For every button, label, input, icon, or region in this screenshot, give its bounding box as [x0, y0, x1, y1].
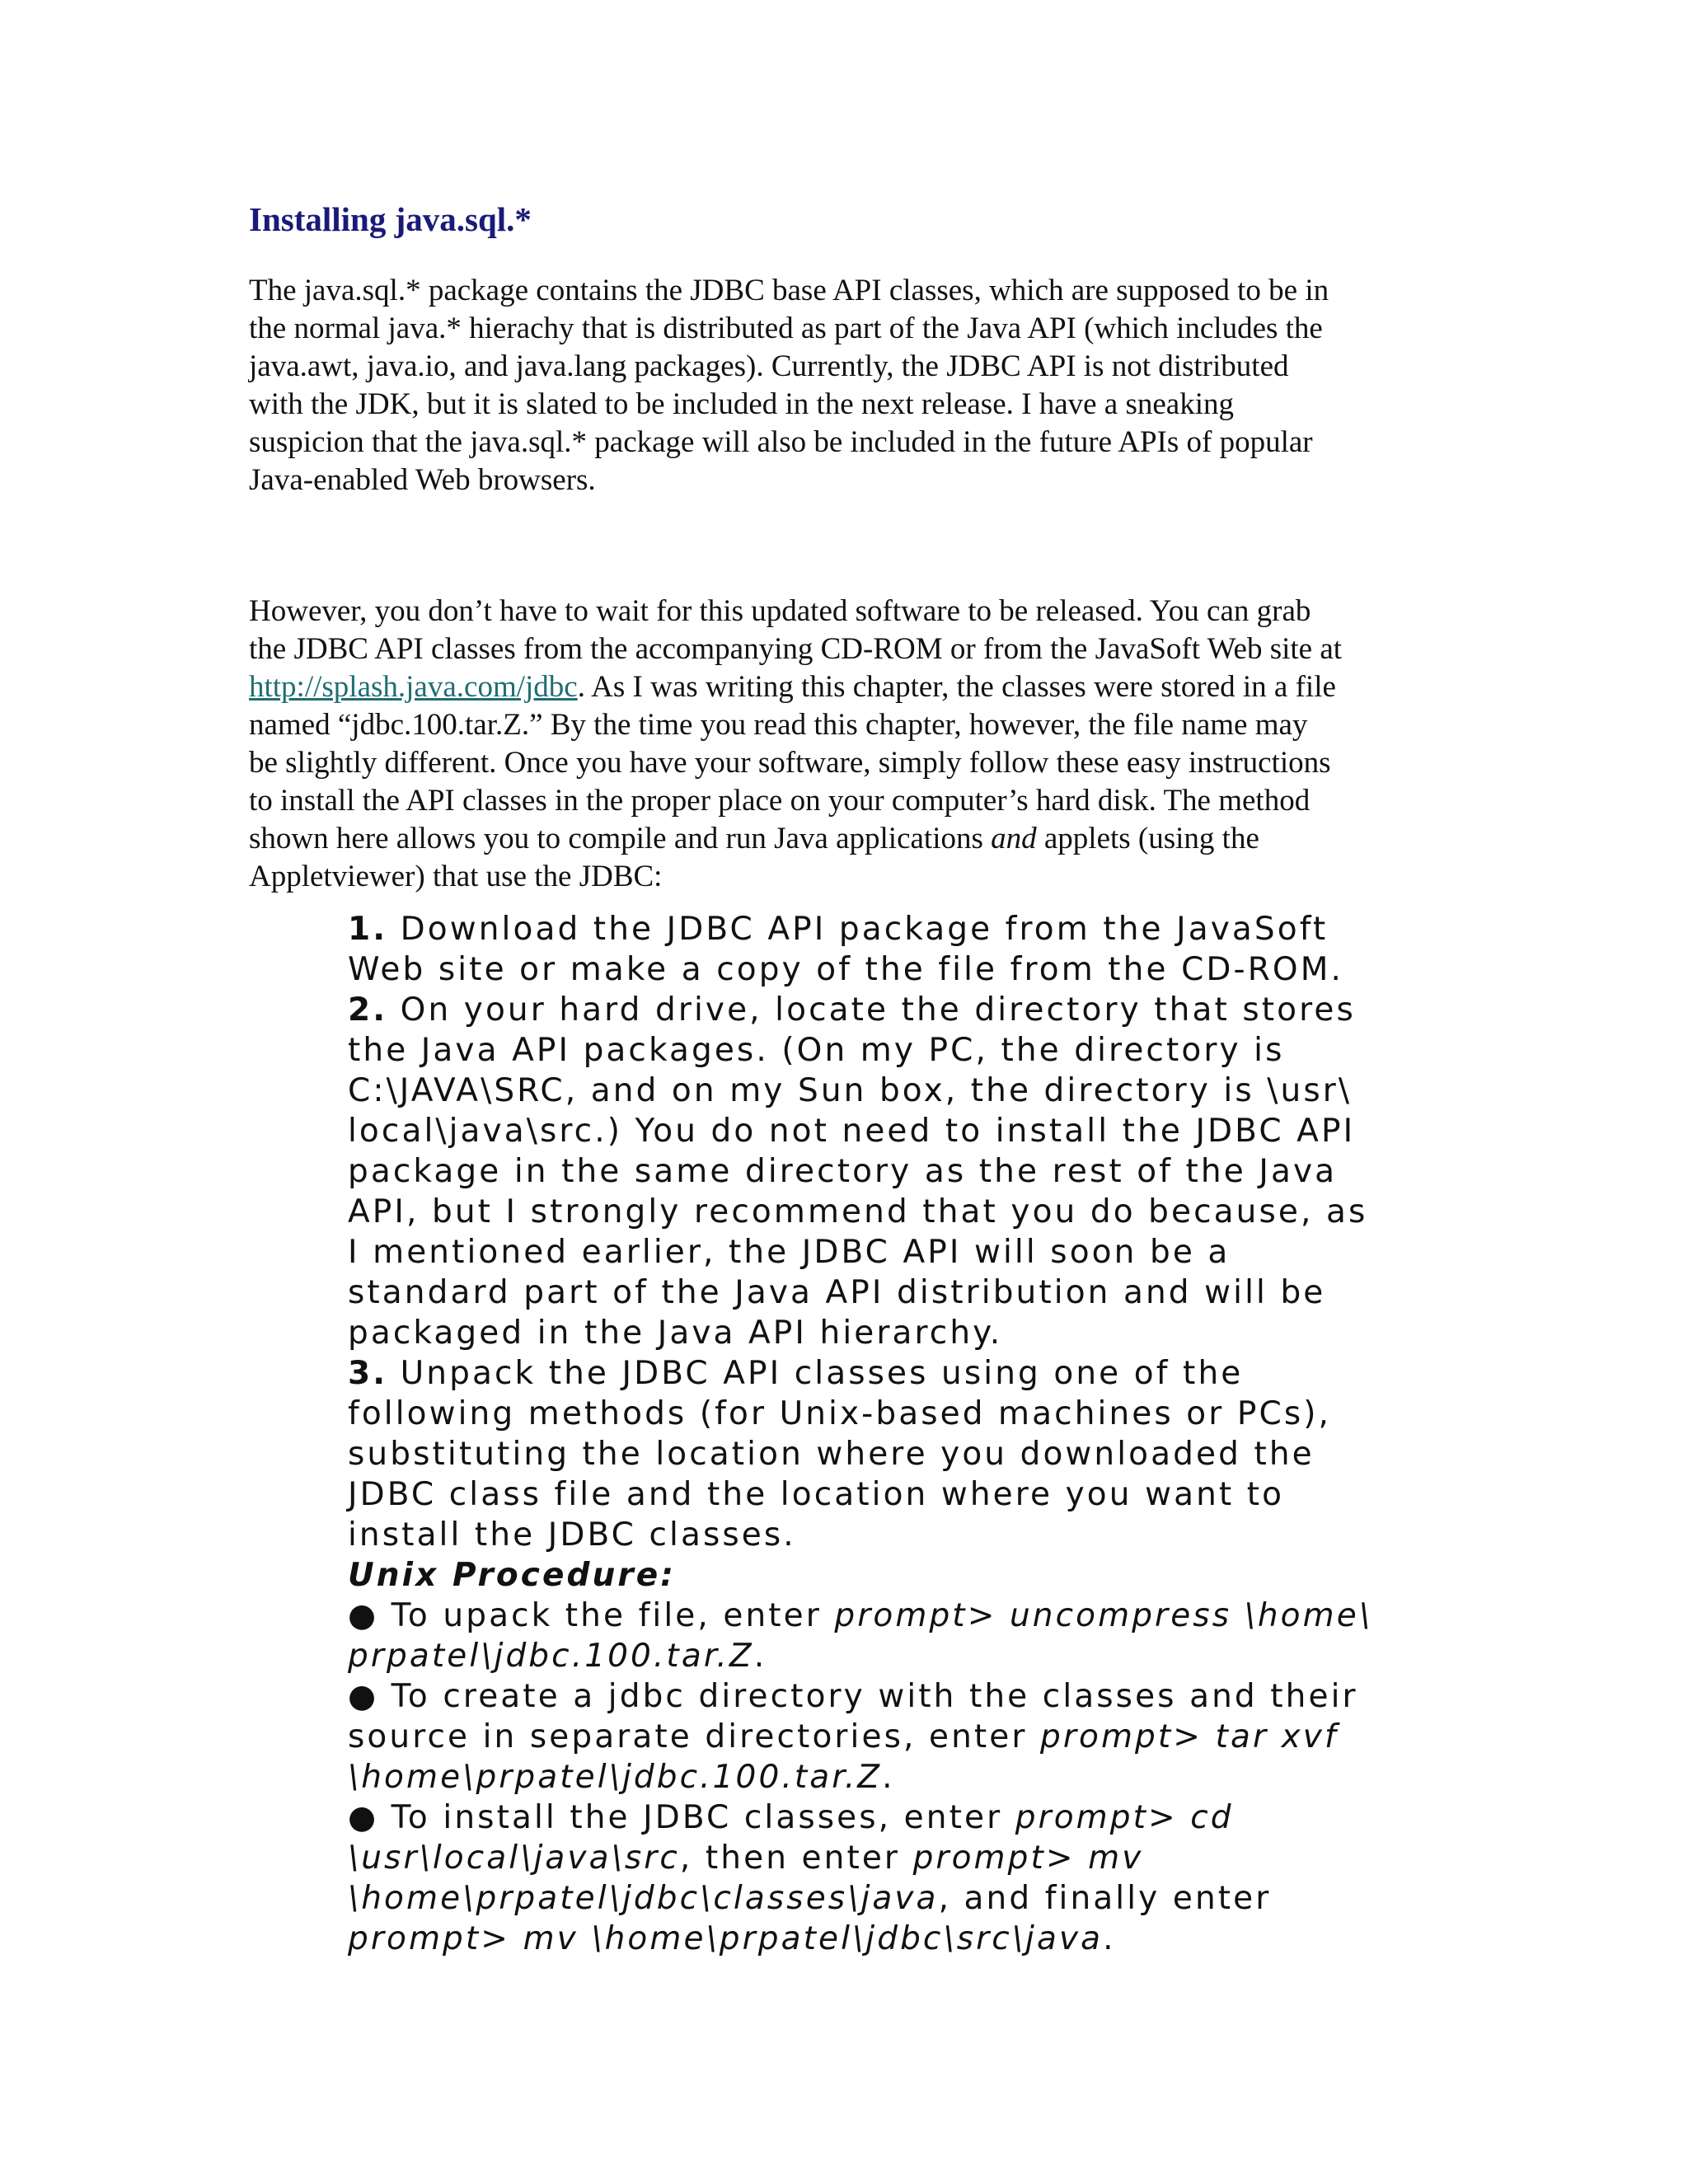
text-fragment: . As I was writing this chapter, the classes were stored in a file: [577, 670, 1336, 704]
step-1-line: Web site or make a copy of the file from the CD-ROM.: [348, 951, 1343, 988]
step-text: On your hard drive, locate the directory that stores: [387, 991, 1356, 1029]
bullet-text: To upack the file, enter: [378, 1597, 835, 1634]
text-line: Java-enabled Web browsers.: [249, 463, 596, 497]
step-2-line: I mentioned earlier, the JDBC API will soon be a: [348, 1234, 1231, 1271]
download-paragraph: [249, 593, 1452, 896]
step-number: 3.: [348, 1355, 388, 1392]
text-line: named “jdbc.100.tar.Z.” By the time you read this chapter, however, the file name may: [249, 708, 1308, 742]
step-2-line: C:\JAVA\SRC, and on my Sun box, the directory is \usr\: [348, 1072, 1353, 1109]
step-2-line: package in the same directory as the rest of the Java: [348, 1153, 1338, 1190]
text-line: However, you don’t have to wait for this updated software to be released. You can grab: [249, 594, 1311, 628]
step-2-line: standard part of the Java API distribution and will be: [348, 1274, 1326, 1311]
punctuation: .: [882, 1759, 895, 1796]
section-heading: Installing java.sql.*: [249, 200, 532, 238]
text-line: java.awt, java.io, and java.lang packages). Currently, the JDBC API is not distributed: [249, 349, 1289, 383]
step-number: 1.: [348, 911, 388, 948]
text-line: [249, 668, 1452, 706]
step-3-line: substituting the location where you downloaded the: [348, 1436, 1315, 1473]
bullet-line: [348, 1676, 1469, 1717]
text-line: Appletviewer) that use the JDBC:: [249, 860, 663, 893]
bullet-text: To install the JDBC classes, enter: [378, 1799, 1015, 1836]
command-text: prompt> uncompress \home\: [834, 1597, 1373, 1634]
text-line: [249, 820, 1452, 858]
step-2-line: API, but I strongly recommend that you do because, as: [348, 1193, 1368, 1230]
bullet-text: To create a jdbc directory with the classes and their: [378, 1678, 1358, 1715]
bullet-line: [348, 1878, 1469, 1919]
step-2-line: the Java API packages. (On my PC, the directory is: [348, 1032, 1285, 1069]
step-2-line: packaged in the Java API hierarchy.: [348, 1315, 1003, 1352]
step-number: 2.: [348, 991, 388, 1029]
emphasis-text: and: [991, 822, 1037, 855]
step-3-line: following methods (for Unix-based machines or PCs),: [348, 1395, 1332, 1432]
step-text: Unpack the JDBC API classes using one of the: [387, 1355, 1244, 1392]
text-line: the normal java.* hierachy that is distributed as part of the Java API (which includes the: [249, 312, 1323, 345]
bullet-line: [348, 1797, 1469, 1838]
bullet-line: [348, 1919, 1469, 1959]
step-3-line: [348, 1353, 1469, 1394]
step-3-line: install the JDBC classes.: [348, 1516, 796, 1554]
bullet-line: [348, 1757, 1469, 1797]
bullet-line: [348, 1838, 1469, 1878]
bullet-icon: ●: [348, 1799, 379, 1836]
text-line: to install the API classes in the proper place on your computer’s hard disk. The method: [249, 784, 1311, 818]
bullet-text: source in separate directories, enter: [348, 1718, 1041, 1755]
bullet-line: [348, 1636, 1469, 1676]
command-text: prompt> cd: [1015, 1799, 1234, 1836]
step-2-line: [348, 990, 1469, 1030]
bullet-icon: ●: [348, 1597, 379, 1634]
bullet-line: [348, 1717, 1469, 1757]
command-text: prompt> mv \home\prpatel\jdbc\src\java: [348, 1920, 1104, 1957]
text-fragment: applets (using the: [1036, 822, 1259, 855]
command-text: prompt> tar xvf: [1040, 1718, 1339, 1755]
text-line: the JDBC API classes from the accompanying CD-ROM or from the JavaSoft Web site at: [249, 632, 1343, 666]
command-text: prompt> mv: [912, 1840, 1144, 1877]
install-steps: [348, 909, 1469, 1959]
text-line: suspicion that the java.sql.* package will also be included in the future APIs of popular: [249, 425, 1313, 459]
bullet-icon: ●: [348, 1678, 379, 1715]
bullet-text: , then enter: [679, 1840, 913, 1877]
text-line: The java.sql.* package contains the JDBC base API classes, which are supposed to be in: [249, 274, 1329, 307]
text-line: with the JDK, but it is slated to be included in the next release. I have a sneaking: [249, 387, 1234, 421]
step-3-line: JDBC class file and the location where you want to: [348, 1476, 1285, 1513]
command-text: \home\prpatel\jdbc.100.tar.Z: [348, 1759, 883, 1796]
punctuation: .: [753, 1638, 767, 1675]
text-line: be slightly different. Once you have your software, simply follow these easy instructions: [249, 746, 1331, 780]
step-text: Download the JDBC API package from the JavaSoft: [387, 911, 1329, 948]
intro-paragraph: [249, 272, 1452, 499]
bullet-line: [348, 1596, 1469, 1636]
jdbc-download-link[interactable]: http://splash.java.com/jdbc: [249, 670, 578, 704]
unix-procedure-heading: Unix Procedure:: [348, 1557, 676, 1594]
punctuation: .: [1103, 1920, 1116, 1957]
text-fragment: shown here allows you to compile and run Java applications: [249, 822, 992, 855]
bullet-text: , and finally enter: [938, 1880, 1272, 1917]
command-text: \usr\local\java\src: [348, 1840, 680, 1877]
command-text: \home\prpatel\jdbc\classes\java: [348, 1880, 939, 1917]
command-text: prpatel\jdbc.100.tar.Z: [348, 1638, 754, 1675]
step-2-line: local\java\src.) You do not need to install the JDBC API: [348, 1113, 1356, 1150]
step-1-line: [348, 909, 1469, 949]
